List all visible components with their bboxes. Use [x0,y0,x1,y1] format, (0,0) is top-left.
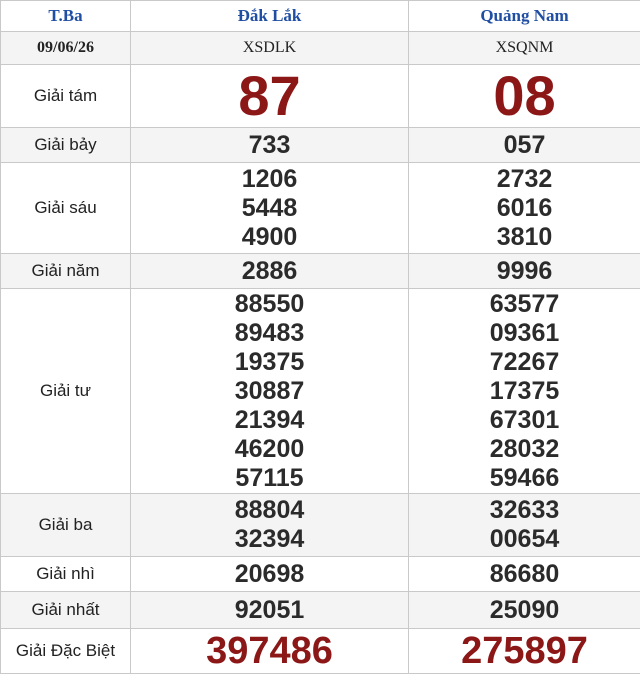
prize-number: 6016 [409,194,640,223]
prize-number: 88804 [131,496,408,525]
prize-label-g7: Giải bảy [1,128,131,163]
province-2-code: XSQNM [409,32,640,65]
prize-g2-province-2 [409,557,640,592]
province-2-link[interactable]: Quảng Nam [409,1,640,32]
prize-number: 08 [409,66,640,126]
prize-number: 057 [409,131,640,160]
prize-number: 397486 [131,631,408,671]
draw-date: 09/06/26 [1,32,131,65]
prize-number: 30887 [131,377,408,406]
prize-number: 25090 [409,596,640,625]
prize-number: 00654 [409,525,640,554]
prize-row-g3 [1,494,640,557]
province-1-link[interactable]: Đắk Lắk [131,1,409,32]
prize-number: 275897 [409,631,640,671]
prize-g7-province-2 [409,128,640,163]
prize-number: 733 [131,131,408,160]
prize-number: 21394 [131,406,408,435]
prize-g4-province-2 [409,289,640,494]
prize-special-province-2 [409,629,640,674]
prize-number: 72267 [409,348,640,377]
prize-number: 5448 [131,194,408,223]
prize-g1-province-2 [409,592,640,629]
prize-number: 19375 [131,348,408,377]
prize-number: 57115 [131,464,408,493]
subheader-row [1,32,640,65]
day-label: T.Ba [1,1,131,32]
prize-g8-province-1 [131,65,409,128]
prize-number: 09361 [409,319,640,348]
prize-row-g4 [1,289,640,494]
prize-row-g6 [1,163,640,254]
prize-number: 32394 [131,525,408,554]
prize-g3-province-2 [409,494,640,557]
prize-g6-province-1 [131,163,409,254]
prize-number: 32633 [409,496,640,525]
prize-number: 17375 [409,377,640,406]
prize-number: 67301 [409,406,640,435]
prize-row-special [1,629,640,674]
prize-special-province-1 [131,629,409,674]
header-row [1,1,640,32]
prize-g7-province-1 [131,128,409,163]
prize-label-g6: Giải sáu [1,163,131,254]
prize-number: 86680 [409,560,640,589]
prize-label-g4: Giải tư [1,289,131,494]
prize-g4-province-1 [131,289,409,494]
prize-number: 1206 [131,165,408,194]
prize-label-special: Giải Đặc Biệt [1,629,131,674]
prize-number: 46200 [131,435,408,464]
prize-row-g8 [1,65,640,128]
prize-number: 87 [131,66,408,126]
prize-g6-province-2 [409,163,640,254]
prize-label-g1: Giải nhất [1,592,131,629]
prize-number: 89483 [131,319,408,348]
prize-g3-province-1 [131,494,409,557]
prize-row-g5 [1,254,640,289]
prize-g8-province-2 [409,65,640,128]
prize-g5-province-2 [409,254,640,289]
prize-number: 63577 [409,290,640,319]
prize-label-g2: Giải nhì [1,557,131,592]
prize-g2-province-1 [131,557,409,592]
province-1-code: XSDLK [131,32,409,65]
prize-number: 9996 [409,257,640,286]
prize-number: 4900 [131,223,408,252]
prize-g5-province-1 [131,254,409,289]
prize-number: 28032 [409,435,640,464]
prize-number: 2732 [409,165,640,194]
prize-row-g7 [1,128,640,163]
prize-number: 88550 [131,290,408,319]
prize-label-g3: Giải ba [1,494,131,557]
prize-row-g1 [1,592,640,629]
prize-label-g8: Giải tám [1,65,131,128]
prize-label-g5: Giải năm [1,254,131,289]
prize-row-g2 [1,557,640,592]
prize-number: 3810 [409,223,640,252]
prize-number: 92051 [131,596,408,625]
prize-number: 2886 [131,257,408,286]
prize-number: 59466 [409,464,640,493]
prize-number: 20698 [131,560,408,589]
prize-g1-province-1 [131,592,409,629]
